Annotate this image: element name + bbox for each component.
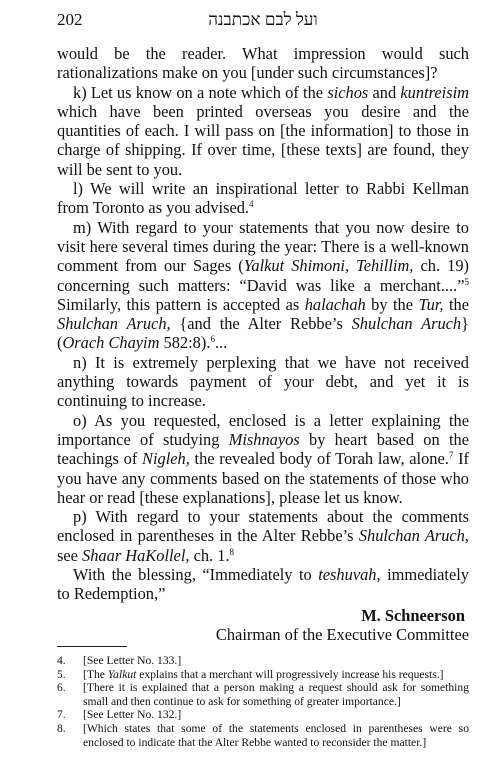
italic-run: teshuvah, (318, 565, 381, 585)
footnote-text (83, 722, 469, 749)
text-run: would be the reader. What impression would such rationalizations make on you [under such circumstances]? (57, 44, 469, 83)
text-run: explains that a merchant will progressively increase his requests.] (136, 667, 444, 681)
footnote (57, 654, 469, 668)
footnote-marker: 8 (229, 546, 235, 557)
footnote-text (83, 708, 469, 722)
text-run: which have been printed overseas you desire and the quantities of each. I will pass on [the information] to those in charge of shipping. If over time, [these texts] are found, they will be sent to you. (57, 101, 469, 179)
italic-run: halachah (304, 294, 366, 314)
signature-title: Chairman of the Executive Committee (215, 624, 469, 644)
text-run: by heart based on the teachings of (57, 429, 469, 469)
italic-run: Shulchan Aruch (351, 314, 462, 334)
footnote-number: 8. (57, 721, 66, 735)
italic-run: sichos (327, 82, 369, 102)
text-run: ch. 1. (189, 545, 230, 565)
text-run: {and the Alter Rebbe’s (170, 314, 352, 334)
page-header (57, 10, 469, 32)
text-run: k) Let us know on a note which of the (73, 82, 328, 102)
running-head: ועל לבם אכתבנה (208, 10, 318, 29)
text-run: l) We will write an inspirational letter to Rabbi Kellman from Toronto as you advised. (57, 179, 469, 218)
text-run: [See Letter No. 132.] (83, 708, 182, 722)
page-number: 202 (57, 10, 83, 29)
paragraph-o (57, 411, 469, 507)
footnotes (57, 654, 469, 749)
text-run: o) As you requested, enclosed is a letter explaining the importance of studying (57, 410, 469, 449)
italic-run: kuntreisim (400, 82, 469, 102)
footnote-text (83, 681, 469, 708)
footnote (57, 681, 469, 708)
text-run: n) It is extremely perplexing that we have not received anything towards payment of your debt, and yet it is continuing to increase. (57, 352, 469, 411)
footnote-marker: 5 (464, 276, 469, 287)
text-run: ... (214, 333, 228, 353)
footnote (57, 722, 469, 749)
paragraph-n (57, 353, 469, 411)
text-run: m) With regard to your statements that you now desire to visit here several times during the year: There is a well-known comment from our Sages ( (57, 217, 469, 276)
footnote-marker: 4 (249, 199, 254, 210)
footnote (57, 708, 469, 722)
closing-blessing (57, 565, 469, 604)
text-run: [See Letter No. 133.] (83, 654, 182, 667)
text-run: the (443, 294, 469, 314)
footnote-number: 5. (57, 667, 66, 681)
italic-run: Orach Chayim (62, 333, 160, 353)
text-run: ch. 19) concerning such matters: “David was like a merchant....” (57, 256, 469, 295)
italic-run: Mishnayos (228, 429, 300, 449)
text-run: [There it is explained that a person making a request should ask for something small and then continue to ask for something of greater importance.] (83, 681, 469, 708)
text-run: If you have any comments based on the statements of those who hear or read [these explanations], please let us know. (57, 449, 470, 507)
text-run: and (368, 82, 401, 102)
text-run: 582:8). (159, 333, 211, 353)
text-run: [The (83, 667, 108, 681)
footnote-marker: 7 (448, 450, 454, 461)
paragraph-m (57, 218, 469, 353)
italic-run: Shulchan Aruch, (358, 526, 469, 546)
text-run: p) With regard to your statements about the comments enclosed in parentheses in the Alter Rebbe’s (57, 507, 469, 546)
footnote-number: 6. (57, 681, 66, 695)
signature-name: M. Schneerson (361, 605, 465, 625)
italic-run: Nigleh, (142, 449, 190, 469)
footnote (57, 668, 469, 682)
text-run: } ( (57, 314, 469, 353)
text-run: With the blessing, “Immediately to (73, 565, 319, 585)
footnote-text (83, 654, 469, 668)
text-run: the revealed body of Torah law, alone. (189, 449, 449, 469)
paragraph-k (57, 83, 469, 179)
footnote-divider (57, 646, 127, 647)
footnote-number: 4. (57, 654, 66, 667)
italic-run: Tur, (418, 294, 444, 314)
text-run: by the (365, 294, 419, 314)
paragraph-continuation (57, 44, 469, 83)
footnote-text (83, 668, 469, 682)
paragraph-l (57, 179, 469, 218)
italic-run: Shulchan Aruch, (57, 314, 171, 334)
italic-run: Yalkut Shimoni, Tehillim, (243, 256, 414, 276)
italic-run: Shaar HaKollel, (82, 545, 190, 565)
italic-run: Yalkut (107, 667, 137, 681)
footnote-marker: 6 (210, 334, 215, 345)
footnote-number: 7. (57, 708, 66, 722)
text-run: immediately to Redemption,” (57, 565, 470, 604)
text-run: Similarly, this pattern is accepted as (57, 294, 305, 314)
paragraph-p (57, 507, 469, 565)
signature-block (57, 606, 469, 645)
text-run: [Which states that some of the statements enclosed in parentheses were so enclosed to indicate that the Alter Rebbe wanted to reconsider the matter.] (83, 721, 469, 749)
text-run: see (57, 545, 83, 565)
letter-body (57, 44, 469, 644)
